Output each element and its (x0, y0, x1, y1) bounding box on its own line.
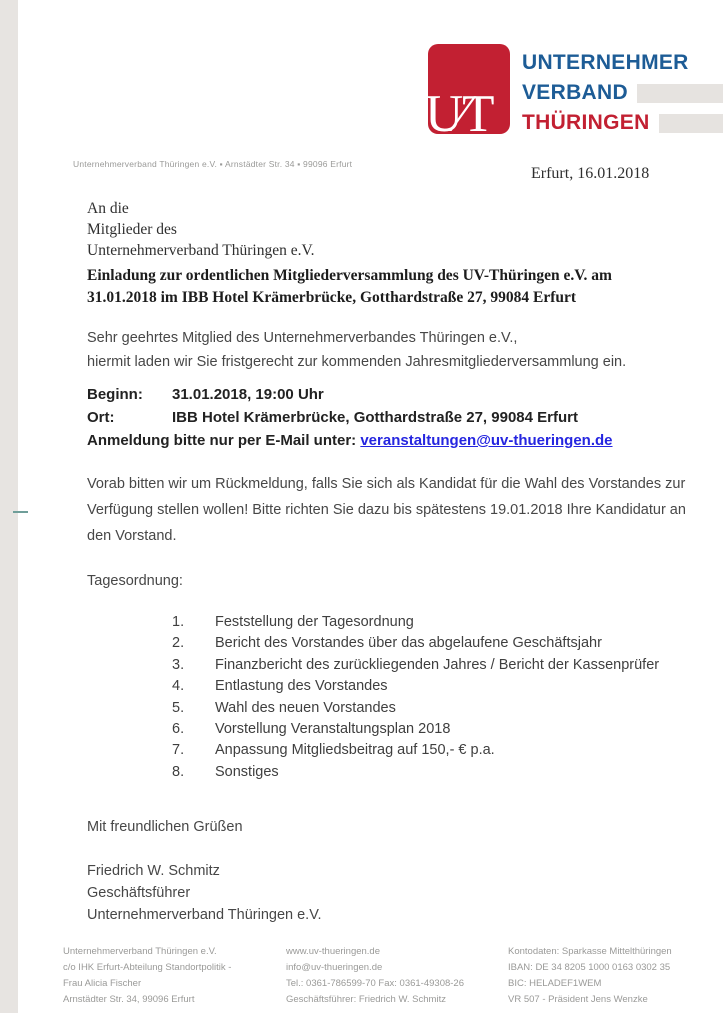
salutation-line: hiermit laden wir Sie fristgerecht zur kommenden Jahresmitgliederversammlung ein. (87, 354, 627, 370)
agenda-item-text: Sonstiges (215, 763, 279, 780)
agenda-list (172, 612, 692, 783)
signature-name: Friedrich W. Schmitz (87, 863, 220, 879)
logo-wordmark (522, 48, 723, 138)
detail-value: IBB Hotel Krämerbrücke, Gotthardstraße 27, 99084 Erfurt (172, 409, 578, 426)
footer-address-column (63, 944, 231, 1008)
agenda-title: Tagesordnung: (87, 573, 183, 589)
footer-bank-column (508, 944, 672, 1008)
signature-role: Geschäftsführer (87, 885, 191, 901)
fold-mark (13, 511, 28, 513)
detail-label: Ort: (87, 409, 115, 426)
agenda-item-text: Feststellung der Tagesordnung (215, 614, 414, 630)
agenda-item-number: 1. (172, 614, 185, 630)
agenda-item (172, 698, 692, 719)
logo-word-thueringen: THÜRINGEN (522, 111, 650, 134)
agenda-item-text: Wahl des neuen Vorstandes (215, 699, 396, 716)
registration-line (87, 429, 697, 452)
recipient-line: Unternehmerverband Thüringen e.V. (87, 242, 315, 259)
footer-line: c/o IHK Erfurt-Abteilung Standortpolitik - (63, 962, 232, 973)
logo-uvt-icon (425, 44, 510, 143)
agenda-item (172, 762, 692, 783)
logo-bar-bottom (659, 114, 723, 133)
logo-word-verband: VERBAND (522, 81, 628, 104)
candidacy-paragraph: Vorab bitten wir um Rückmeldung, falls Sie sich als Kandidat für die Wahl des Vorstandes zur Verfügung stellen wollen! Bitte richten Sie dazu bis spätestens 19.01.2018 Ihre Kandidatur an den Vorstand. (87, 476, 686, 544)
footer-iban: IBAN: DE 34 8205 1000 0163 0302 35 (508, 962, 671, 973)
registration-label: Anmeldung bitte nur per E-Mail unter: (87, 432, 361, 449)
footer-bank: Kontodaten: Sparkasse Mittelthüringen (508, 946, 672, 957)
agenda-item-text: Anpassung Mitgliedsbeitrag auf 150,- € p.a. (215, 742, 495, 759)
agenda-item (172, 612, 692, 633)
agenda-item-text: Vorstellung Veranstaltungsplan 2018 (215, 721, 451, 738)
agenda-item (172, 740, 692, 761)
recipient-address (87, 198, 315, 261)
sender-return-address: Unternehmerverband Thüringen e.V. ▪ Arnstädter Str. 34 ▪ 99096 Erfurt (73, 159, 353, 169)
logo-bar-top (637, 84, 723, 103)
footer-bic: BIC: HELADEF1WEM (508, 978, 602, 989)
footer-line: Frau Alicia Fischer (63, 978, 142, 989)
agenda-item (172, 633, 692, 654)
footer-line: Unternehmerverband Thüringen e.V. (63, 946, 217, 957)
agenda-item-number: 5. (172, 699, 185, 716)
registration-email-link[interactable]: veranstaltungen@uv-thueringen.de (360, 432, 613, 449)
agenda-item-text: Entlastung des Vorstandes (215, 678, 388, 695)
footer-phone-fax: Tel.: 0361-786599-70 Fax: 0361-49308-26 (286, 978, 464, 989)
agenda-item-text: Finanzbericht des zurückliegenden Jahres / Bericht der Kassenprüfer (215, 656, 660, 673)
detail-row-ort (87, 406, 697, 429)
footer-website: www.uv-thueringen.de (286, 946, 380, 957)
signature-block (87, 860, 322, 926)
agenda-item-number: 2. (172, 635, 185, 652)
detail-row-beginn (87, 383, 697, 406)
company-logo (425, 44, 723, 143)
agenda-item-number: 8. (172, 763, 185, 780)
meeting-details (87, 383, 697, 452)
logo-mark-text: U∕T (425, 85, 490, 143)
salutation (87, 326, 697, 374)
subject-line: Einladung zur ordentlichen Mitgliederversammlung des UV-Thüringen e.V. am 31.01.2018 im IBB Hotel Krämerbrücke, Gotthardstraße 27, 99084 Erfurt (87, 267, 612, 306)
agenda-item-number: 6. (172, 721, 185, 738)
closing-greeting: Mit freundlichen Grüßen (87, 819, 243, 835)
footer-line: Arnstädter Str. 34, 99096 Erfurt (63, 994, 195, 1005)
agenda-item-number: 7. (172, 742, 185, 759)
agenda-item-number: 4. (172, 678, 185, 695)
footer-managing-director: Geschäftsführer: Friedrich W. Schmitz (286, 994, 446, 1005)
agenda-item (172, 676, 692, 697)
agenda-item (172, 655, 692, 676)
footer-contact-column (286, 944, 464, 1008)
agenda-item-number: 3. (172, 656, 185, 673)
salutation-line: Sehr geehrtes Mitglied des Unternehmerverbandes Thüringen e.V., (87, 330, 518, 346)
letter-date: Erfurt, 16.01.2018 (531, 165, 650, 182)
footer-email: info@uv-thueringen.de (286, 962, 383, 973)
logo-word-unternehmer: UNTERNEHMER (522, 51, 689, 74)
footer-register: VR 507 - Präsident Jens Wenzke (508, 994, 648, 1005)
agenda-item-text: Bericht des Vorstandes über das abgelaufene Geschäftsjahr (215, 635, 602, 652)
recipient-line: An die (87, 200, 129, 217)
signature-org: Unternehmerverband Thüringen e.V. (87, 907, 322, 923)
page-edge-strip (0, 0, 18, 1013)
detail-label: Beginn: (87, 386, 143, 403)
agenda-item (172, 719, 692, 740)
detail-value: 31.01.2018, 19:00 Uhr (172, 386, 324, 403)
recipient-line: Mitglieder des (87, 221, 177, 238)
